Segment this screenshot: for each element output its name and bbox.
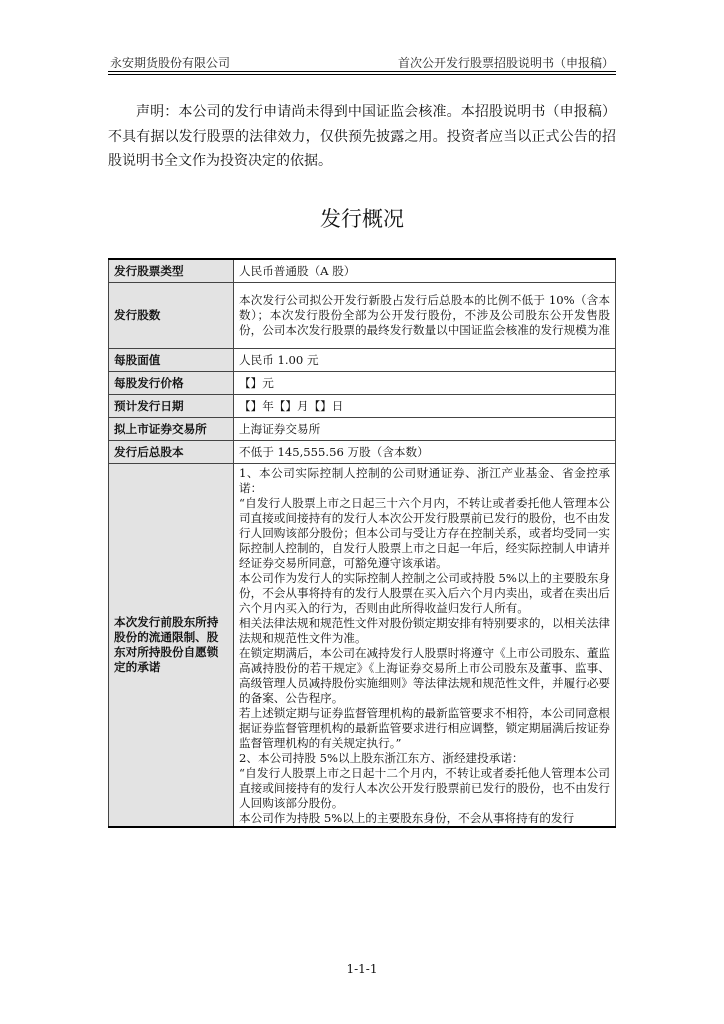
lockup-value: [234, 464, 616, 828]
row-key: 发行股数: [109, 283, 234, 349]
lockup-paragraph: “自发行人股票上市之日起十二个月内，不转让或者委托他人管理本公司直接或间接持有的发行人本次公开发行股票前已发行的股份，也不由发行人回购该部分股份。: [239, 766, 611, 810]
table-row: [109, 349, 616, 372]
lockup-paragraph: 本公司作为发行人的实际控制人控制之公司或持股 5%以上的主要股东身份，不会从事将持有的发行人股票在买入后六个月内卖出，或者在卖出后六个月内买入的行为，否则由此所得收益归发行人所有。: [239, 571, 611, 615]
row-value: 人民币 1.00 元: [234, 349, 616, 372]
header-rule: [108, 71, 616, 72]
table-row: [109, 283, 616, 349]
lockup-paragraph: 在锁定期满后，本公司在减持发行人股票时将遵守《上市公司股东、董监高减持股份的若干规定》《上海证券交易所上市公司股东及董事、监事、高级管理人员减持股份实施细则》等法律法规和规范性文件，并履行必要的备案、公告程序。: [239, 646, 611, 705]
table-row-lockup: [109, 464, 616, 828]
lockup-paragraph: 1、本公司实际控制人控制的公司财通证券、浙江产业基金、省金控承诺：: [239, 466, 610, 495]
page-number: 1-1-1: [346, 962, 378, 976]
lockup-paragraph: 本公司作为持股 5%以上的主要股东身份，不会从事将持有的发行: [239, 811, 575, 825]
row-value: 本次发行公司拟公开发行新股占发行后总股本的比例不低于 10%（含本数）；本次发行股份全部为公开发行股份，不涉及公司股东公开发售股份，公司本次发行股票的最终发行数量以中国证监会核准的发行规模为准: [234, 283, 616, 349]
lockup-paragraph: 2、本公司持股 5%以上股东浙江东方、浙经建投承诺：: [239, 751, 524, 765]
row-key: 每股面值: [109, 349, 234, 372]
row-key: 拟上市证券交易所: [109, 418, 234, 441]
lockup-paragraph: “自发行人股票上市之日起三十六个月内，不转让或者委托他人管理本公司直接或间接持有的发行人本次公开发行股票前已发行的股份，也不由发行人回购该部分股份；但本公司与受让方存在控制关系，或者均受同一实际控制人控制的，自发行人股票上市之日起一年后，经实际控制人申请并经证券交易所同意，可豁免遵守该承诺。: [239, 496, 611, 570]
lockup-key: 本次发行前股东所持股份的流通限制、股东对所持股份自愿锁定的承诺: [109, 464, 234, 828]
table-row: [109, 441, 616, 464]
table-row: [109, 372, 616, 395]
disclaimer-statement: 声明：本公司的发行申请尚未得到中国证监会核准。本招股说明书（申报稿）不具有据以发行股票的法律效力，仅供预先披露之用。投资者应当以正式公告的招股说明书全文作为投资决定的依据。: [108, 104, 616, 169]
row-key: 发行股票类型: [109, 259, 234, 283]
row-value: 上海证券交易所: [234, 418, 616, 441]
table-row: [109, 259, 616, 283]
lockup-paragraph: 若上述锁定期与证券监督管理机构的最新监管要求不相符，本公司同意根据证券监督管理机构的最新监管要求进行相应调整，锁定期届满后按证券监督管理机构的有关规定执行。”: [239, 706, 611, 750]
header-doc-title: 首次公开发行股票招股说明书（申报稿）: [397, 56, 614, 70]
overview-table: [108, 258, 616, 828]
row-value: 【】元: [234, 372, 616, 395]
row-value: 人民币普通股（A 股）: [234, 259, 616, 283]
row-value: 不低于 145,555.56 万股（含本数）: [234, 441, 616, 464]
row-value: 【】年【】月【】日: [234, 395, 616, 418]
table-row: [109, 395, 616, 418]
table-row: [109, 418, 616, 441]
row-key: 发行后总股本: [109, 441, 234, 464]
row-key: 每股发行价格: [109, 372, 234, 395]
header-rule-thin: [108, 74, 616, 75]
lockup-paragraph: 相关法律法规和规范性文件对股份锁定期安排有特别要求的，以相关法律法规和规范性文件为准。: [239, 616, 611, 645]
row-key: 预计发行日期: [109, 395, 234, 418]
header-company: 永安期货股份有限公司: [110, 56, 231, 70]
section-title: 发行概况: [320, 207, 404, 231]
